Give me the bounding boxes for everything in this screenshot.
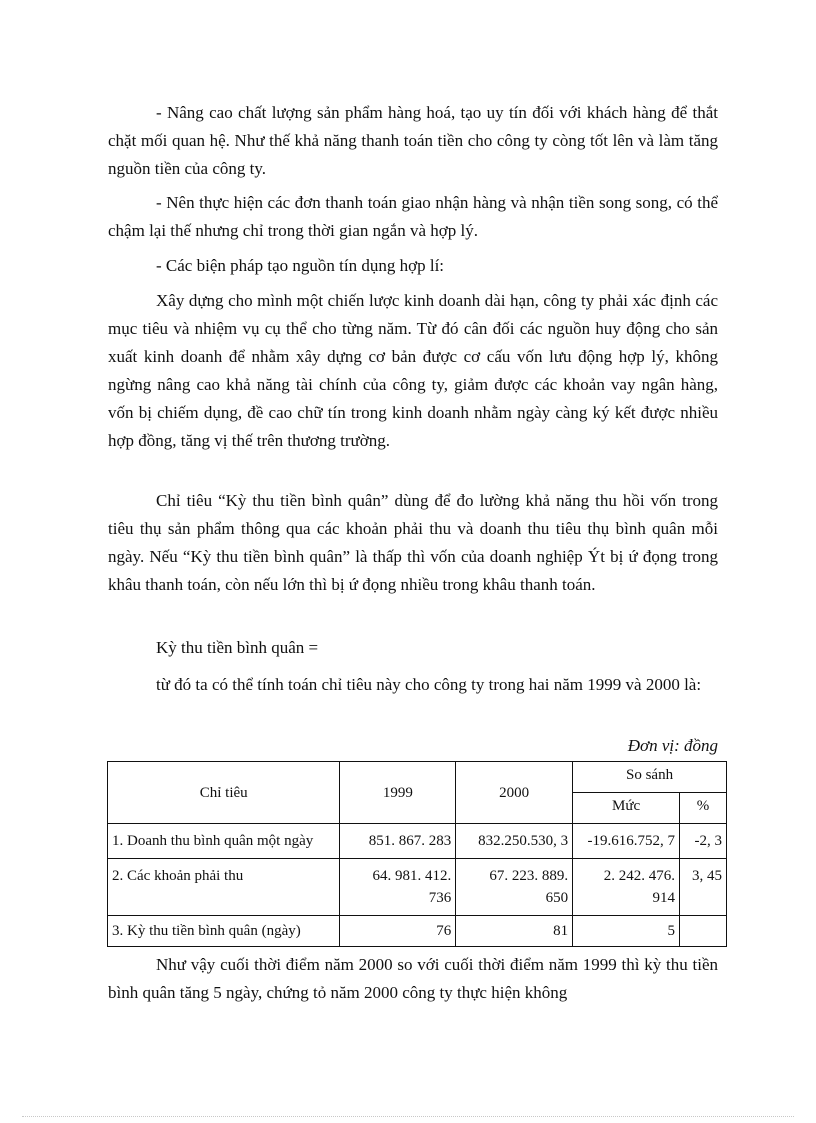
table-row <box>108 916 727 947</box>
cell-level <box>573 859 680 916</box>
table-row <box>108 824 727 859</box>
cell-1999 <box>340 859 456 916</box>
cell-percent <box>680 916 727 947</box>
cell-1999: 851. 867. 283 <box>340 824 456 859</box>
cell-2000: 832.250.530, 3 <box>456 824 573 859</box>
cell-2000-line1: 67. 223. 889. <box>489 868 569 884</box>
paragraph-conclusion: Như vậy cuối thời điểm năm 2000 so với cuối thời điểm năm 1999 thì kỳ thu tiền bình quân tăng 5 ngày, chứng tỏ năm 2000 công ty thực hiện không <box>108 955 718 1002</box>
cell-percent: 3, 45 <box>680 859 727 916</box>
cell-1999-line2: 736 <box>428 890 452 906</box>
cell-1999: 76 <box>340 916 456 947</box>
header-1999: 1999 <box>340 762 456 824</box>
unit-label: Đơn vị: đồng <box>627 736 718 755</box>
header-2000: 2000 <box>456 762 573 824</box>
paragraph-calc: từ đó ta có thể tính toán chỉ tiêu này cho công ty trong hai năm 1999 và 2000 là: <box>156 675 702 694</box>
row-name: 1. Doanh thu bình quân một ngày <box>108 824 340 859</box>
header-level: Mức <box>573 793 680 824</box>
cell-level: -19.616.752, 7 <box>573 824 680 859</box>
row-name: 3. Kỳ thu tiền bình quân (ngày) <box>108 916 340 947</box>
paragraph-credit-heading: - Các biện pháp tạo nguồn tín dụng hợp lí: <box>156 256 445 275</box>
header-percent: % <box>680 793 727 824</box>
paragraph-formula: Kỳ thu tiền bình quân = <box>156 638 319 657</box>
paragraph-quality: - Nâng cao chất lượng sản phẩm hàng hoá, tạo uy tín đối với khách hàng để thắt chặt mối quan hệ. Như thế khả năng thanh toán tiền cho công ty còng tốt lên và làm tăng nguồn tiền của công ty. <box>108 103 718 178</box>
cell-level-line1: 2. 242. 476. <box>603 868 676 884</box>
cell-2000 <box>456 859 573 916</box>
comparison-table <box>107 761 727 947</box>
page-bottom-divider <box>22 1116 794 1117</box>
row-name: 2. Các khoản phải thu <box>108 859 340 916</box>
cell-2000-line2: 650 <box>545 890 569 906</box>
table-row <box>108 859 727 916</box>
cell-level-line2: 914 <box>652 890 676 906</box>
header-compare: So sánh <box>573 762 727 793</box>
paragraph-indicator: Chỉ tiêu “Kỳ thu tiền bình quân” dùng để đo lường khả năng thu hồi vốn trong tiêu thụ sản phẩm thông qua các khoản phải thu và doanh thu tiêu thụ bình quân mỗi ngày. Nếu “Kỳ thu tiền bình quân” là thấp thì vốn của doanh nghiệp Ýt bị ứ đọng trong khâu thanh toán, còn nếu lớn thì bị ứ đọng nhiều trong khâu thanh toán. <box>108 491 718 594</box>
cell-percent: -2, 3 <box>680 824 727 859</box>
table-header-row <box>108 762 727 793</box>
cell-2000: 81 <box>456 916 573 947</box>
paragraph-payment: - Nên thực hiện các đơn thanh toán giao nhận hàng và nhận tiền song song, có thể chậm lại thế nhưng chỉ trong thời gian ngắn và hợp lý. <box>108 193 718 240</box>
cell-level: 5 <box>573 916 680 947</box>
paragraph-strategy: Xây dựng cho mình một chiến lược kinh doanh dài hạn, công ty phải xác định các mục tiêu và nhiệm vụ cụ thể cho từng năm. Từ đó cân đối các nguồn huy động cho sản xuất kinh doanh để nhằm xây dựng cơ bản được cơ cấu vốn lưu động hợp lý, không ngừng nâng cao khả năng tài chính của công ty, giảm được các khoản vay ngân hàng, vốn bị chiếm dụng, đề cao chữ tín trong kinh doanh nhằm ngày càng ký kết được nhiều hợp đồng, tăng vị thế trên thương trường. <box>108 291 718 450</box>
cell-1999-line1: 64. 981. 412. <box>372 868 452 884</box>
header-indicator: Chỉ tiêu <box>108 762 340 824</box>
